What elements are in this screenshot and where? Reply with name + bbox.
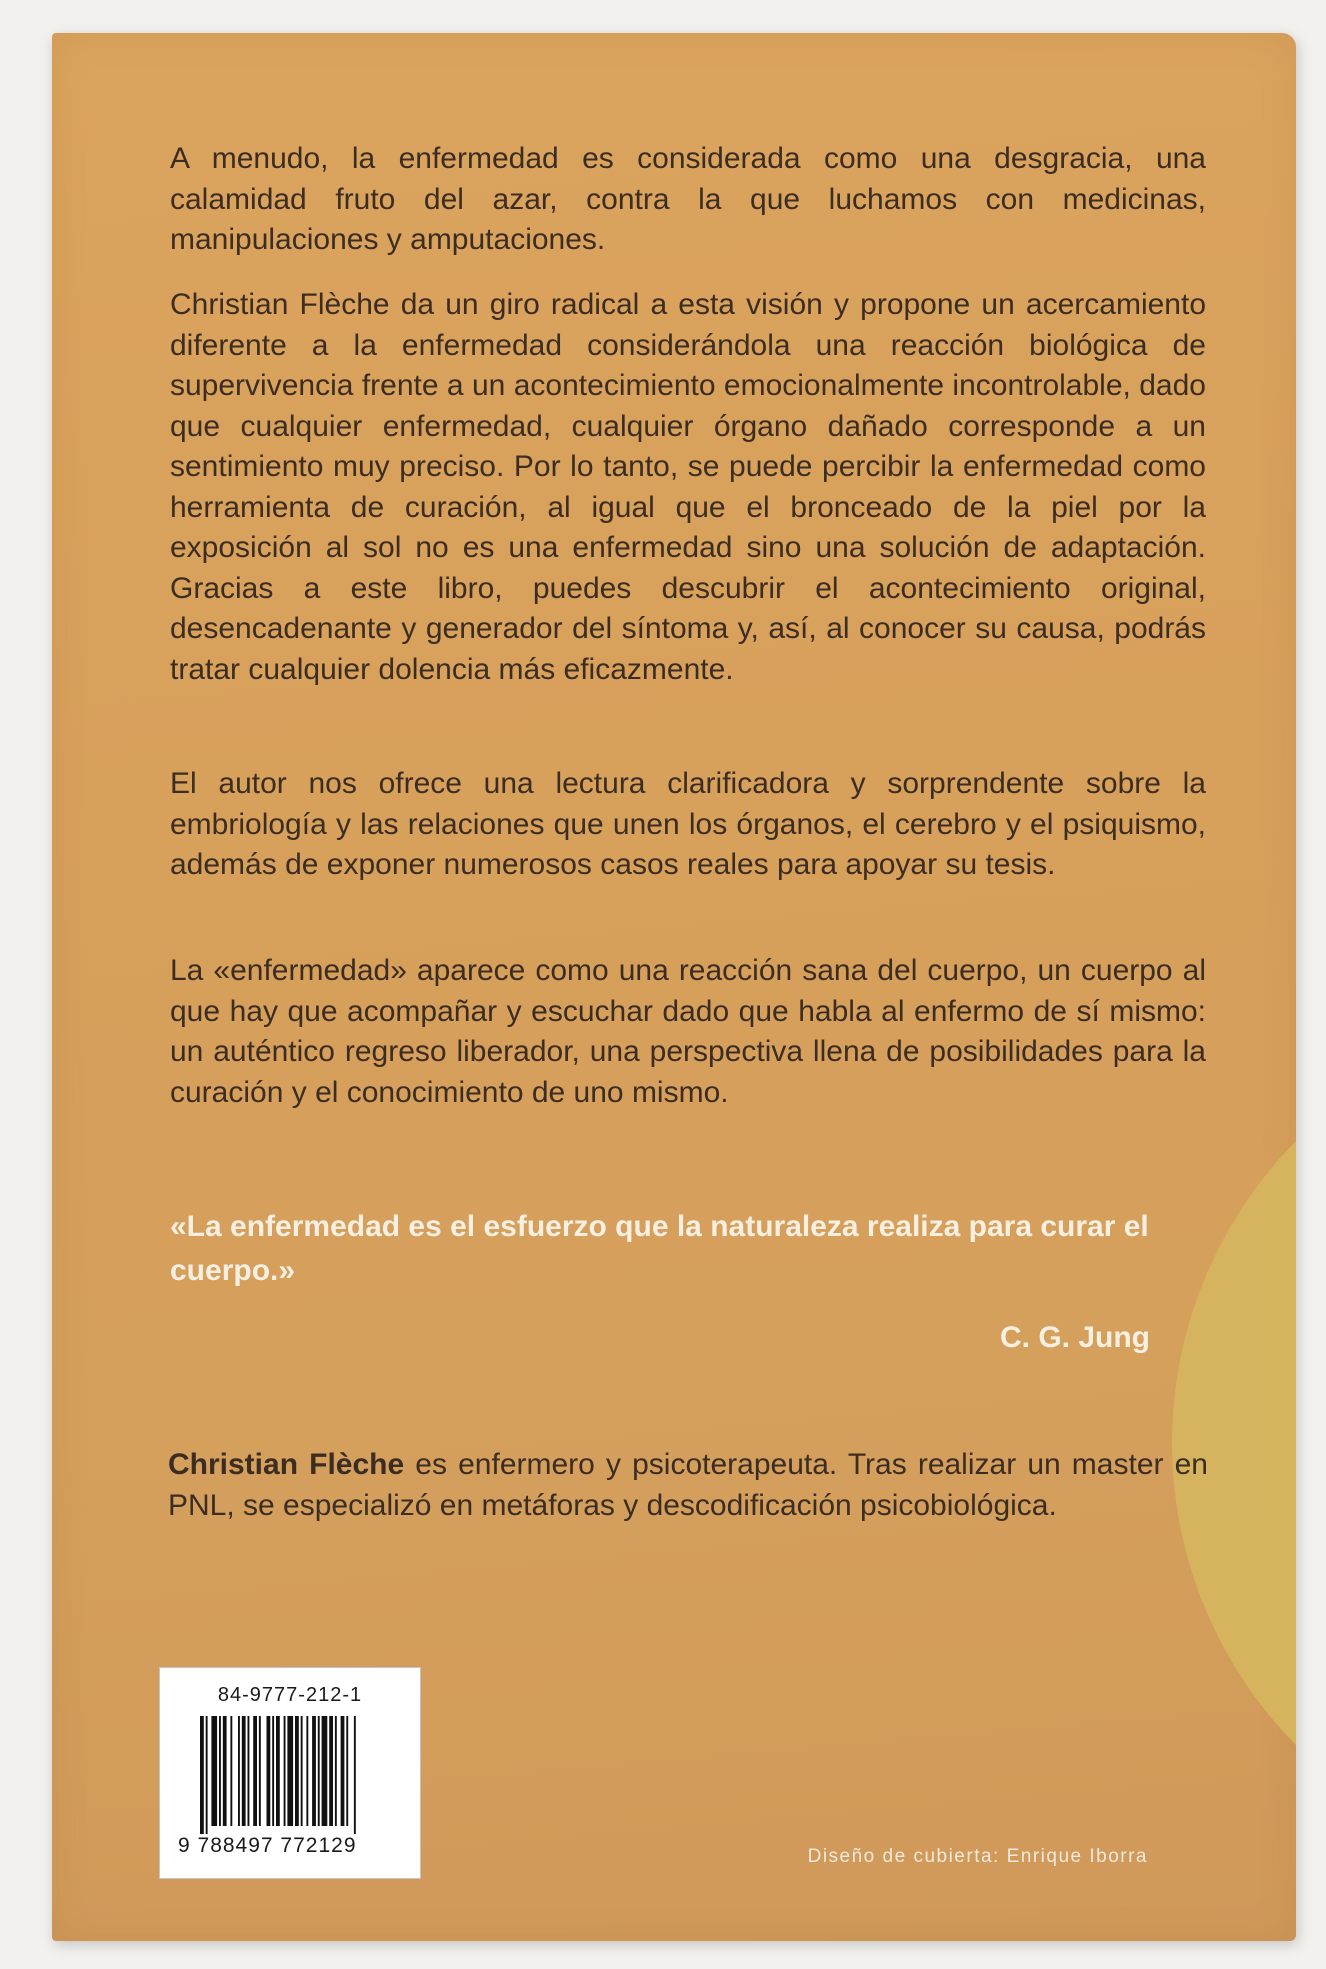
jung-quote: «La enfermedad es el esfuerzo que la naturaleza realiza para curar el cuerpo.» <box>170 1210 1149 1287</box>
barcode-bars <box>200 1716 400 1838</box>
ean-13-label: 9 788497 772129 <box>178 1834 357 1857</box>
synopsis-paragraph-2: Christian Flèche da un giro radical a esta visión y propone un acercamiento diferente a la enfermedad considerándola una reacción biológica de supervivencia frente a un acontecimiento emocionalmente incontrolable, dado que cualquier enfermedad, cualquier órgano dañado corresponde a un sentimiento muy preciso. Por lo tanto, se puede percibir la enfermedad como herramienta de curación, al igual que el bronceado de la piel por la exposición al sol no es una enfermedad sino una solución de adaptación. Gracias a este libro, puedes descubrir el acontecimiento original, desencadenante y generador del síntoma y, así, al conocer su causa, podrás tratar cualquier dolencia más eficazmente. <box>170 288 1206 686</box>
author-name: Christian Flèche <box>168 1448 405 1481</box>
isbn-10-label: 84-9777-212-1 <box>217 1684 363 1706</box>
barcode <box>159 1667 421 1879</box>
synopsis-paragraph-3: El autor nos ofrece una lectura clarificadora y sorprendente sobre la embriología y las relaciones que unen los órganos, el cerebro y el psiquismo, además de exponer numerosos casos reales para apoyar su tesis. <box>170 767 1206 881</box>
decorative-circle <box>1172 1013 1296 1873</box>
author-bio <box>168 1445 1208 1526</box>
book-back-cover <box>52 33 1296 1941</box>
author-bio-text: es enfermero y psicoterapeuta. Tras realizar un master en PNL, se especializó en metáforas y descodificación psicobiológica. <box>168 1448 1208 1522</box>
quote-attribution: C. G. Jung <box>1000 1321 1150 1354</box>
cover-design-credit: Diseño de cubierta: Enrique Iborra <box>807 1846 1148 1867</box>
synopsis-paragraph-4: La «enfermedad» aparece como una reacción sana del cuerpo, un cuerpo al que hay que acompañar y escuchar dado que habla al enfermo de sí mismo: un auténtico regreso liberador, una perspectiva llena de posibilidades para la curación y el conocimiento de uno mismo. <box>170 954 1206 1109</box>
synopsis-paragraph-1: A menudo, la enfermedad es considerada como una desgracia, una calamidad fruto del azar, contra la que luchamos con medicinas, manipulaciones y amputaciones. <box>170 142 1206 256</box>
